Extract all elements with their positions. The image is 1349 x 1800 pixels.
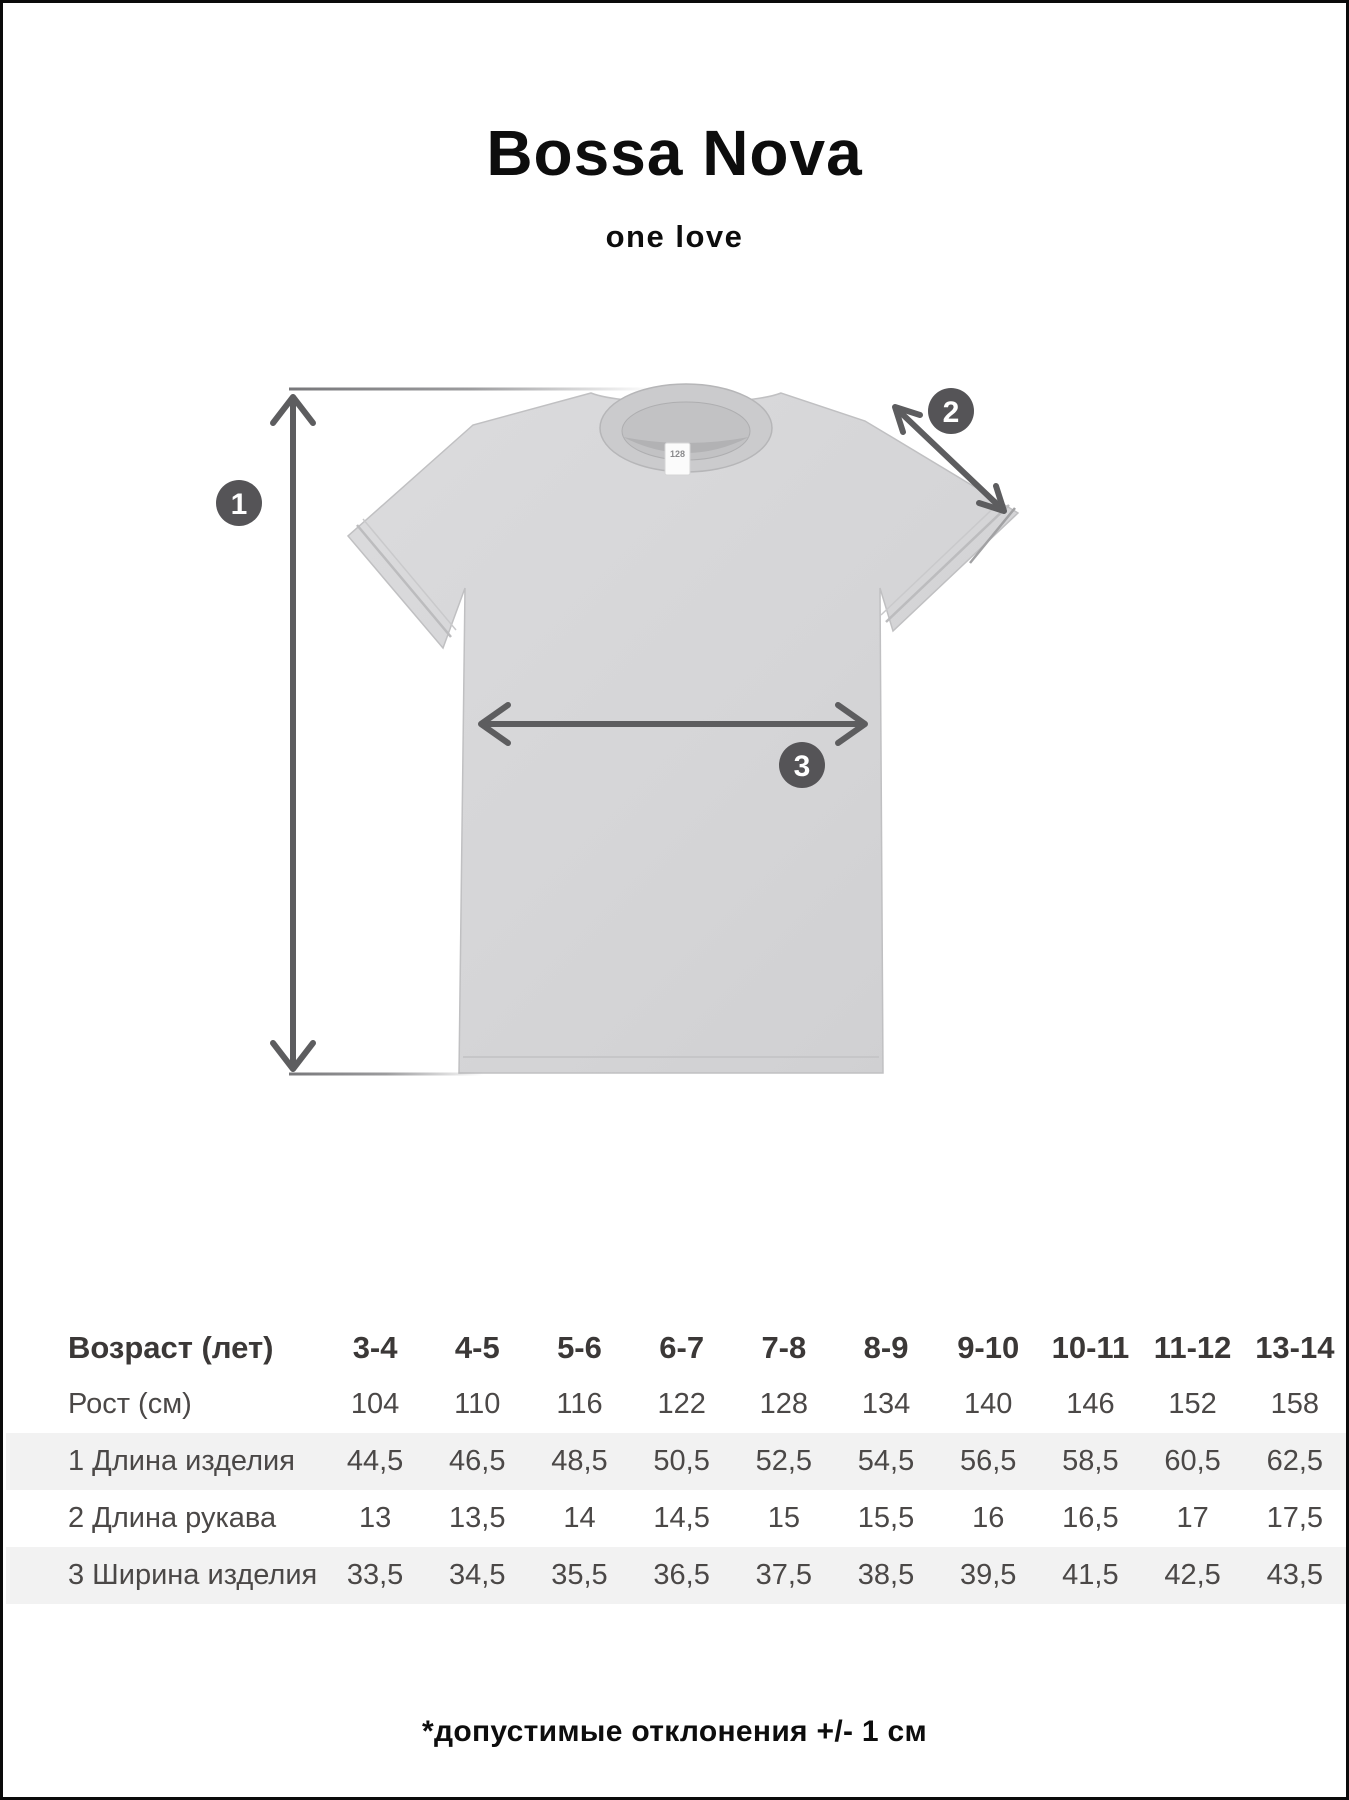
size-value-cell: 6-7 <box>659 1329 705 1365</box>
brand-subtitle: one love <box>605 219 744 254</box>
size-value-cell: 33,5 <box>346 1559 404 1591</box>
neck-size-label-text: 128 <box>669 449 686 459</box>
size-value-cell: 41,5 <box>1062 1559 1119 1591</box>
size-value-cell: 16,5 <box>1062 1502 1119 1534</box>
size-value-cell: 36,5 <box>653 1559 710 1591</box>
size-value-cell: 50,5 <box>653 1445 710 1477</box>
row-label: Рост (см) <box>68 1388 192 1420</box>
size-value-cell: 43,5 <box>1266 1559 1324 1591</box>
size-value-cell: 8-9 <box>863 1329 909 1365</box>
size-value-cell: 13 <box>358 1502 392 1534</box>
row-label: 2 Длина рукава <box>68 1502 277 1534</box>
row-label: 3 Ширина изделия <box>68 1559 318 1591</box>
size-value-cell: 54,5 <box>857 1445 915 1477</box>
size-value-cell: 15 <box>767 1502 800 1534</box>
size-value-cell: 104 <box>350 1388 400 1420</box>
size-value-cell: 13,5 <box>449 1502 506 1534</box>
size-value-cell: 158 <box>1270 1388 1320 1420</box>
marker-3-label: 3 <box>793 750 811 783</box>
size-value-cell: 122 <box>657 1388 706 1420</box>
size-value-cell: 17 <box>1176 1502 1209 1534</box>
size-value-cell: 56,5 <box>959 1445 1017 1477</box>
marker-1 <box>216 480 262 526</box>
size-value-cell: 58,5 <box>1062 1445 1119 1477</box>
sleeve-guide-line <box>970 508 1015 563</box>
size-table-header-row <box>6 1319 1346 1376</box>
row-label: 1 Длина изделия <box>68 1445 295 1477</box>
size-value-cell: 140 <box>964 1388 1013 1420</box>
size-value-cell: 110 <box>454 1388 501 1420</box>
size-value-cell: 37,5 <box>755 1559 813 1591</box>
row-label: Возраст (лет) <box>68 1329 274 1365</box>
marker-2 <box>928 388 974 434</box>
size-value-cell: 11-12 <box>1153 1329 1232 1365</box>
size-value-cell: 16 <box>972 1502 1005 1534</box>
marker-1-label: 1 <box>230 488 248 521</box>
size-value-cell: 128 <box>759 1388 809 1420</box>
measurement-arrows <box>183 373 1043 1093</box>
size-value-cell: 34,5 <box>449 1559 506 1591</box>
size-value-cell: 60,5 <box>1164 1445 1221 1477</box>
size-value-cell: 52,5 <box>755 1445 813 1477</box>
size-value-cell: 116 <box>556 1388 603 1420</box>
tolerance-footnote: *допустимые отклонения +/- 1 см <box>422 1715 927 1748</box>
size-value-cell: 46,5 <box>449 1445 506 1477</box>
size-value-cell: 4-5 <box>454 1329 500 1365</box>
size-value-cell: 62,5 <box>1266 1445 1324 1477</box>
brand-title: Bossa Nova <box>486 117 863 189</box>
size-table-row <box>6 1376 1346 1433</box>
size-table-row <box>6 1490 1346 1547</box>
size-value-cell: 3-4 <box>352 1329 398 1365</box>
size-value-cell: 15,5 <box>857 1502 915 1534</box>
size-table <box>6 1319 1346 1604</box>
size-value-cell: 13-14 <box>1255 1329 1335 1365</box>
size-value-cell: 152 <box>1168 1388 1217 1420</box>
size-table-row <box>6 1433 1346 1490</box>
size-value-cell: 35,5 <box>551 1559 608 1591</box>
size-value-cell: 5-6 <box>557 1329 602 1365</box>
size-value-cell: 48,5 <box>551 1445 608 1477</box>
size-value-cell: 42,5 <box>1164 1559 1221 1591</box>
size-table-row <box>6 1547 1346 1604</box>
marker-2-label: 2 <box>942 396 960 429</box>
size-value-cell: 146 <box>1066 1388 1115 1420</box>
length-arrow <box>273 397 313 1069</box>
marker-3 <box>779 742 825 788</box>
size-value-cell: 7-8 <box>761 1329 807 1365</box>
size-value-cell: 10-11 <box>1051 1329 1130 1365</box>
size-value-cell: 9-10 <box>957 1329 1020 1365</box>
width-arrow <box>481 705 865 743</box>
size-value-cell: 17,5 <box>1266 1502 1324 1534</box>
size-value-cell: 44,5 <box>346 1445 404 1477</box>
size-value-cell: 14 <box>563 1502 596 1534</box>
size-value-cell: 14,5 <box>653 1502 710 1534</box>
size-value-cell: 39,5 <box>959 1559 1017 1591</box>
size-value-cell: 134 <box>861 1388 911 1420</box>
size-value-cell: 38,5 <box>857 1559 915 1591</box>
